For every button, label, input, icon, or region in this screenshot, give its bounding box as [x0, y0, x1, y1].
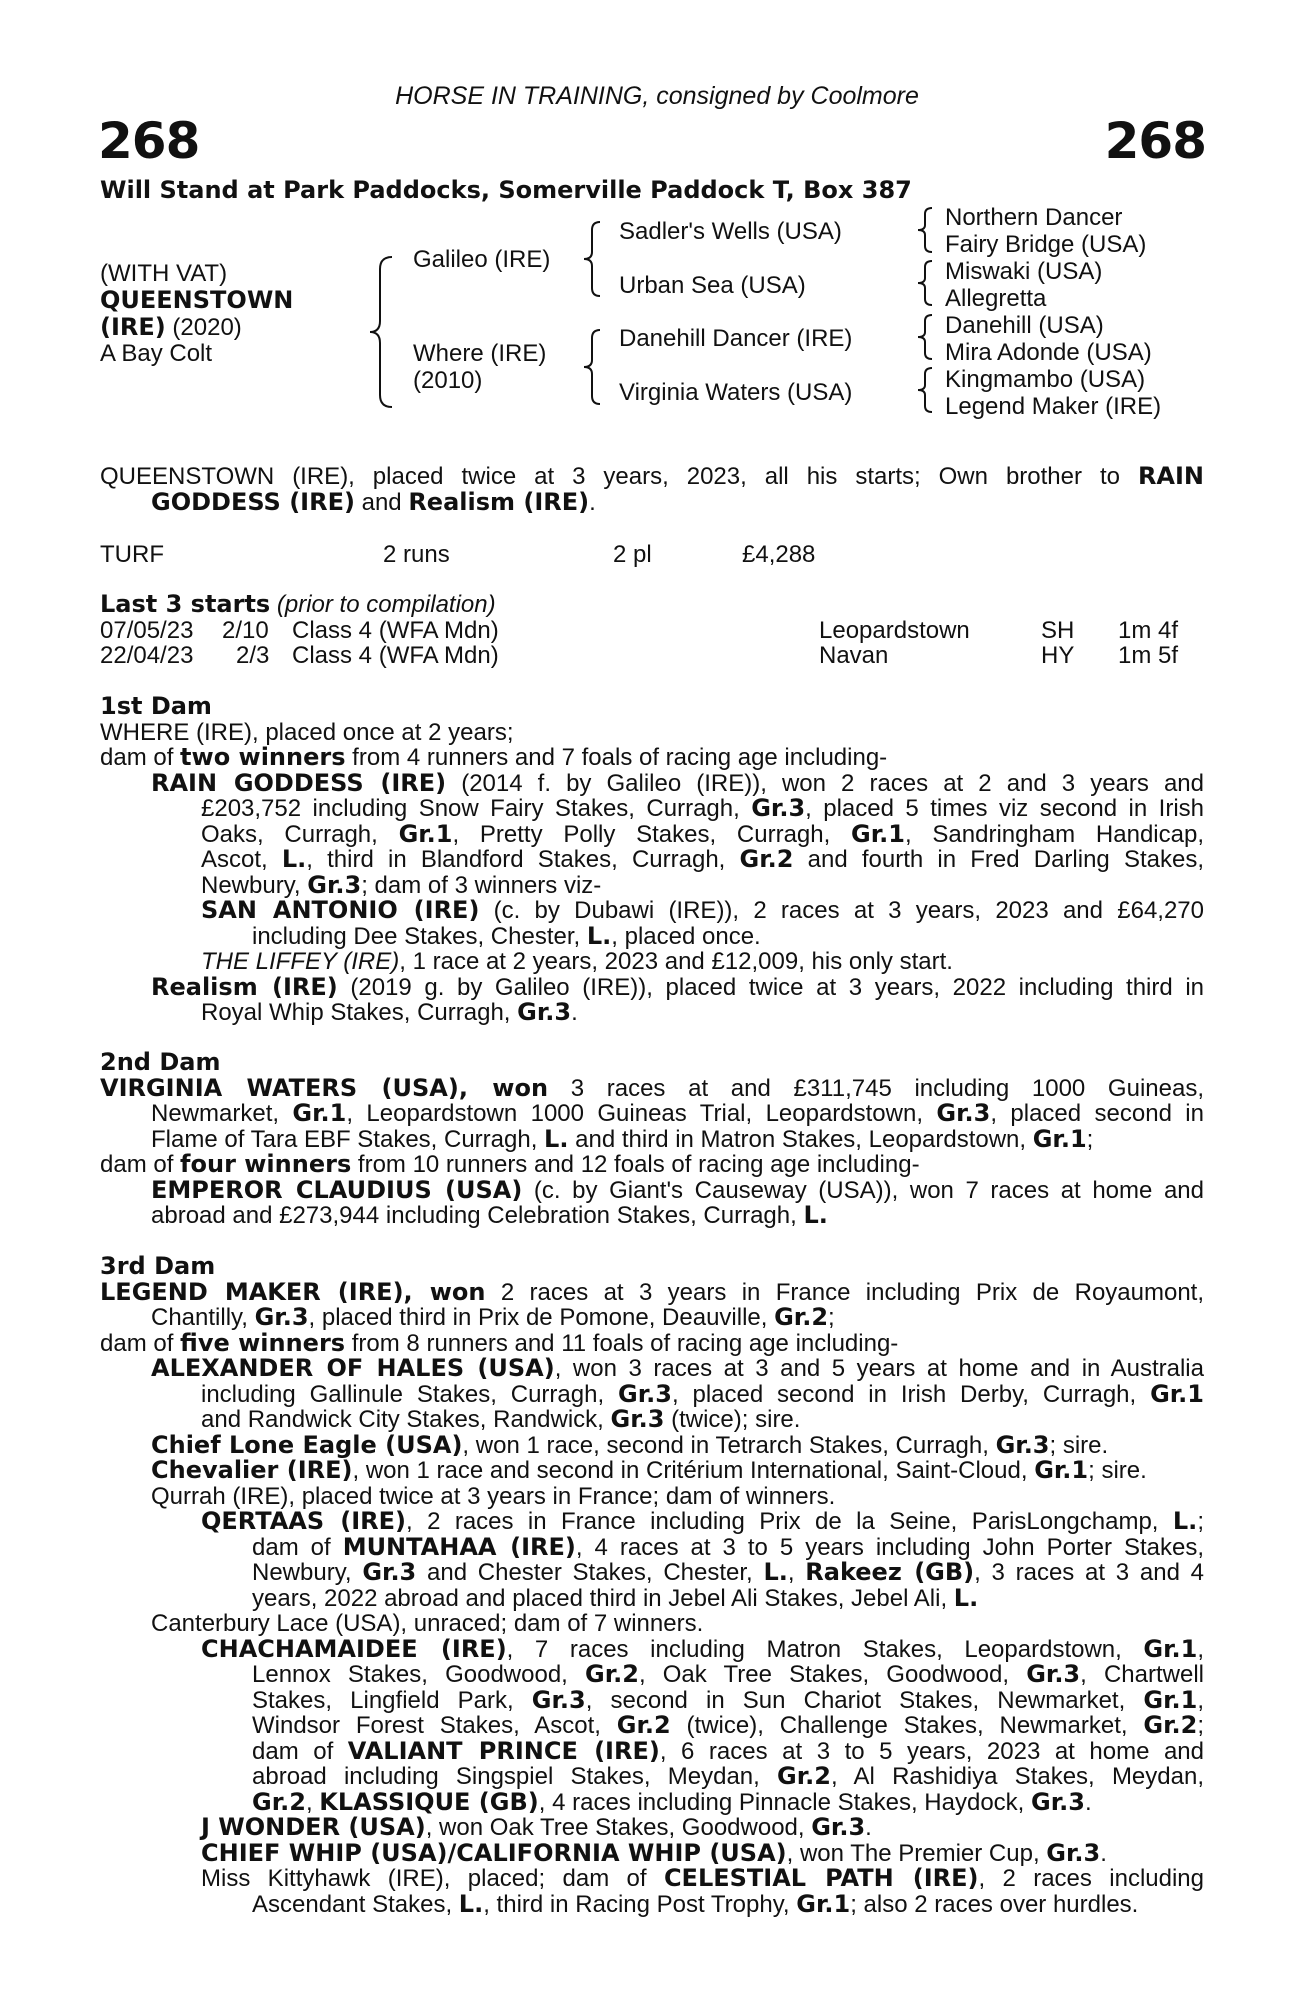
pedigree-g3-item: Kingmambo (USA) — [945, 366, 1146, 393]
brace-g3-2 — [914, 259, 936, 309]
pedigree-g3-item: Northern Dancer — [945, 204, 1123, 231]
second-dam-section: 2nd Dam VIRGINIA WATERS (USA), won 3 races at and £311,745 including 1000 Guineas, Newmarket, Gr.1, Leopardstown 1000 Guineas Trial, Leopardstown, Gr.3, placed second in Flame of Tara EBF Stakes, Curragh, L. and third in Matron Stakes, Leopardstown, Gr.1; dam of four winners from 10 runners and 12 foals of racing age including- EMPEROR CLAUDIUS (USA) (c. by Giant's Causeway (USA)), won 7 races at home and abroad and £273,944 including Celebration Stakes, Curragh, L. — [100, 1048, 1204, 1229]
brace-g3-3 — [914, 313, 936, 363]
section-heading: 1st Dam — [100, 692, 212, 720]
pedigree-dam-year: (2010) — [413, 367, 483, 394]
record-runs: 2 runs — [383, 541, 450, 568]
horse-description: A Bay Colt — [100, 340, 213, 367]
lot-number-left: 268 — [98, 112, 200, 170]
third-dam-section: 3rd Dam LEGEND MAKER (IRE), won 2 races at 3 years in France including Prix de Royaumont, Chantilly, Gr.3, placed third in Prix de Pomone, Deauville, Gr.2; dam of five winners from 8 runners and 11 foals of racing age including- ALEXANDER OF HALES (USA), won 3 races at 3 and 5 years at home and in Australia including Gallinule Stakes, Curragh, Gr.3, placed second in Irish Derby, Curragh, Gr.1 and Randwick City Stakes, Randwick, Gr.3 (twice); sire. Chief Lone Eagle (USA), won 1 race, second in Tetrarch Stakes, Curragh, Gr.3; sire. Chevalier (IRE), won 1 race and second in Critérium International, Saint-Cloud, Gr.1; sire. Qurrah (IRE), placed twice at 3 years in France; dam of winners. QERTAAS (IRE), 2 races in France including Prix de la Seine, ParisLongchamp, L.; dam of MUNTAHAA (IRE), 4 races at 3 to 5 years including John Porter Stakes, Newbury, Gr.3 and Chester Stakes, Chester, L., Rakeez (GB), 3 races at 3 and 4 years, 2022 abroad and placed third in Jebel Ali Stakes, Jebel Ali, L. Canterbury Lace (USA), unraced; dam of 7 winners. CHACHAMAIDEE (IRE), 7 races including Matron Stakes, Leopardstown, Gr.1, Lennox Stakes, Goodwood, Gr.2, Oak Tree Stakes, Goodwood, Gr.3, Chartwell Stakes, Lingfield Park, Gr.3, second in Sun Chariot Stakes, Newmarket, Gr.1, Windsor Forest Stakes, Ascot, Gr.2 (twice), Challenge Stakes, Newmarket, Gr.2; dam of VALIANT PRINCE (IRE), 6 races at 3 to 5 years, 2023 at home and abroad including Singspiel Stakes, Meydan, Gr.2, Al Rashidiya Stakes, Meydan, Gr.2, KLASSIQUE (GB), 4 races including Pinnacle Stakes, Haydock, Gr.3. J WONDER (USA), won Oak Tree Stakes, Goodwood, Gr.3. CHIEF WHIP (USA)/CALIFORNIA WHIP (USA), won The Premier Cup, Gr.3. Miss Kittyhawk (IRE), placed; dam of CELESTIAL PATH (IRE), 2 races including Ascendant Stakes, L., third in Racing Post Trophy, Gr.1; also 2 races over hurdles. — [100, 1252, 1205, 1918]
horse-country-year: (IRE) (2020) — [100, 313, 242, 341]
brace-g3-1 — [914, 206, 936, 256]
pedigree-g3-item: Allegretta — [945, 285, 1047, 312]
record-surface: TURF — [100, 541, 164, 568]
vat-note: (WITH VAT) — [100, 260, 228, 287]
stand-info: Will Stand at Park Paddocks, Somerville Paddock T, Box 387 — [100, 176, 912, 204]
pedigree-g2-item: Urban Sea (USA) — [619, 272, 806, 299]
first-dam-section: 1st Dam WHERE (IRE), placed once at 2 years; dam of two winners from 4 runners and 7 foals of racing age including- RAIN GODDESS (IRE) (2014 f. by Galileo (IRE)), won 2 races at 2 and 3 years and £203,752 including Snow Fairy Stakes, Curragh, Gr.3, placed 5 times viz second in Irish Oaks, Curragh, Gr.1, Pretty Polly Stakes, Curragh, Gr.1, Sandringham Handicap, Ascot, L., third in Blandford Stakes, Curragh, Gr.2 and fourth in Fred Darling Stakes, Newbury, Gr.3; dam of 3 winners viz- SAN ANTONIO (IRE) (c. by Dubawi (IRE)), 2 races at 3 years, 2023 and £64,270 including Dee Stakes, Chester, L., placed once. THE LIFFEY (IRE), 1 race at 2 years, 2023 and £12,009, his only start. Realism (IRE) (2019 g. by Galileo (IRE)), placed twice at 3 years, 2022 including third in Royal Whip Stakes, Curragh, Gr.3. — [100, 692, 1205, 1026]
last-starts-heading: Last 3 starts (prior to compilation) — [100, 590, 496, 618]
horse-summary: QUEENSTOWN (IRE), placed twice at 3 years, 2023, all his starts; Own brother to RAIN GODDESS (IRE) and Realism (IRE). — [100, 462, 1205, 516]
record-earnings: £4,288 — [742, 541, 816, 568]
pedigree-g3-item: Miswaki (USA) — [945, 258, 1103, 285]
pedigree-g3-item: Danehill (USA) — [945, 312, 1104, 339]
pedigree-dam: Where (IRE) — [413, 340, 547, 367]
pedigree-g2-item: Sadler's Wells (USA) — [619, 218, 842, 245]
brace-generation-1 — [364, 255, 398, 410]
record-placings: 2 pl — [613, 541, 652, 568]
section-heading: 3rd Dam — [100, 1252, 216, 1280]
pedigree-g2-item: Danehill Dancer (IRE) — [619, 325, 853, 352]
pedigree-sire: Galileo (IRE) — [413, 246, 551, 273]
brace-dam — [580, 328, 604, 408]
pedigree-g3-item: Mira Adonde (USA) — [945, 339, 1152, 366]
lot-number-right: 268 — [1104, 112, 1206, 170]
horse-name: QUEENSTOWN — [100, 286, 294, 314]
pedigree-g3-item: Legend Maker (IRE) — [945, 393, 1162, 420]
pedigree-g2-item: Virginia Waters (USA) — [619, 379, 853, 406]
brace-g3-4 — [914, 366, 936, 416]
section-heading: 2nd Dam — [100, 1048, 221, 1076]
brace-sire — [580, 220, 604, 300]
consignment-caption: HORSE IN TRAINING, consigned by Coolmore — [395, 82, 919, 110]
pedigree-g3-item: Fairy Bridge (USA) — [945, 231, 1147, 258]
